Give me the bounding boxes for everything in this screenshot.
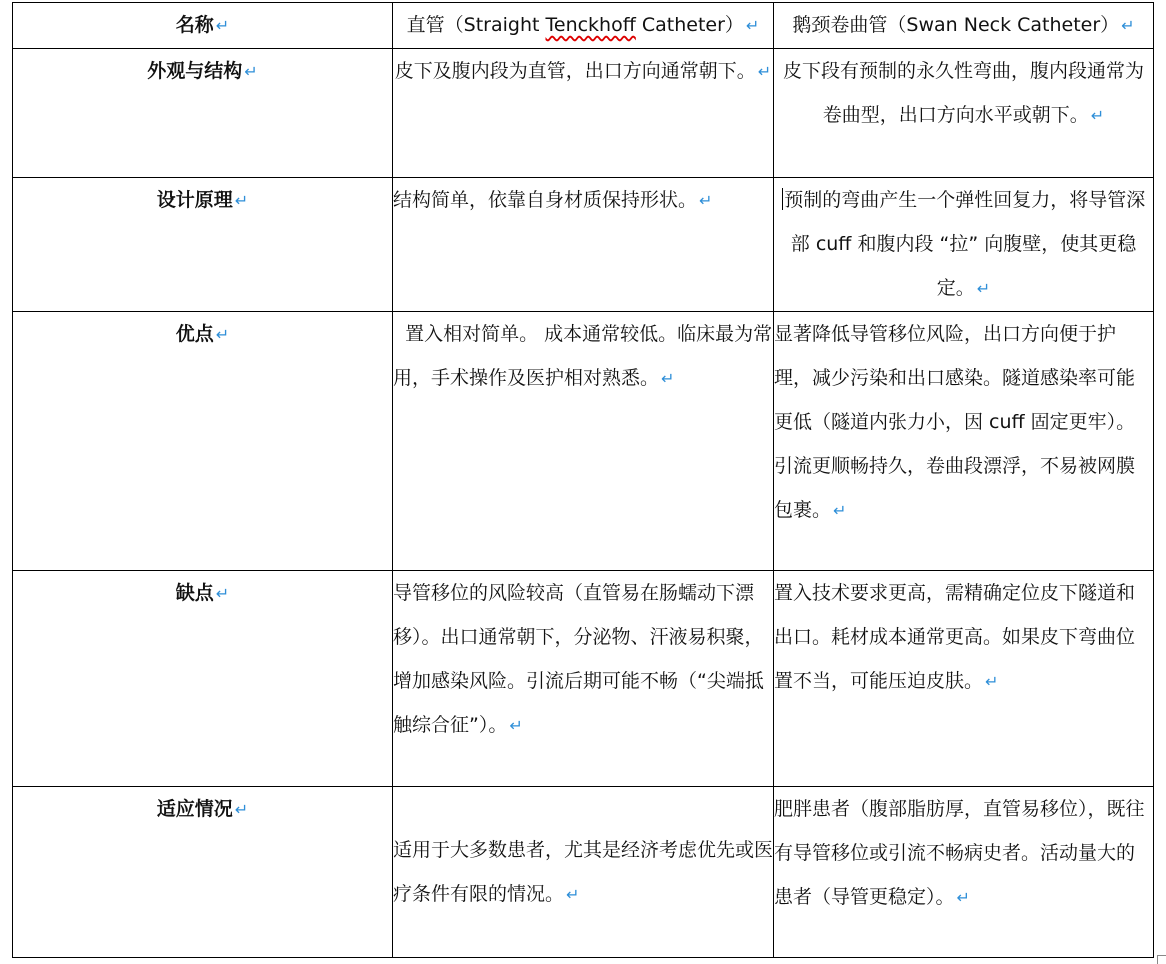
cell-text: 导管移位的风险较高（直管易在肠蠕动下漂移）。出口通常朝下，分泌物、汗液易积聚，增加感染风险。引流后期可能不畅（“尖端抵触综合征”）。 (393, 582, 764, 736)
return-mark-icon: ↵ (757, 62, 772, 81)
text-cursor (782, 188, 784, 210)
header-cell-swan[interactable] (774, 3, 1154, 49)
table-row (13, 787, 1154, 958)
return-mark-icon: ↵ (976, 279, 991, 298)
row-label-cell[interactable] (13, 312, 393, 571)
header-straight-prefix: 直管（Straight (406, 14, 546, 36)
straight-cell[interactable] (393, 787, 774, 958)
table-header-row (13, 3, 1154, 49)
cell-text: 置入技术要求更高，需精确定位皮下隧道和出口。耗材成本通常更高。如果皮下弯曲位置不当，可能压迫皮肤。 (774, 582, 1136, 692)
table-row (13, 49, 1154, 178)
straight-cell[interactable] (393, 312, 774, 571)
return-mark-icon: ↵ (566, 884, 580, 904)
page-corner-mark (1157, 955, 1166, 964)
swan-cell[interactable] (774, 178, 1154, 312)
swan-cell[interactable] (774, 312, 1154, 571)
return-mark-icon: ↵ (215, 584, 230, 603)
return-mark-icon: ↵ (1090, 106, 1105, 125)
cell-text: 显著降低导管移位风险，出口方向便于护理，减少污染和出口感染。隧道感染率可能更低（隧道内张力小，因 cuff 固定更牢）。引流更顺畅持久，卷曲段漂浮，不易被网膜包裹。 (774, 323, 1136, 521)
row-label: 外观与结构 (147, 60, 243, 82)
return-mark-icon: ↵ (1121, 16, 1135, 35)
return-mark-icon: ↵ (215, 325, 230, 344)
row-label-cell[interactable] (13, 178, 393, 312)
cell-text: 置入相对简单。 成本通常较低。临床最为常用，手术操作及医护相对熟悉。 (393, 323, 773, 389)
cell-text: 结构简单，依靠自身材质保持形状。 (393, 189, 698, 211)
table-row (13, 178, 1154, 312)
cell-text: 皮下段有预制的永久性弯曲，腹内段通常为卷曲型，出口方向水平或朝下。 (782, 60, 1144, 126)
header-cell-straight[interactable] (393, 3, 774, 49)
return-mark-icon: ↵ (985, 672, 999, 691)
swan-cell[interactable] (774, 571, 1154, 787)
row-label: 缺点 (175, 582, 214, 604)
swan-cell[interactable] (774, 787, 1154, 958)
row-label: 优点 (175, 323, 214, 345)
cell-text: 适用于大多数患者，尤其是经济考虑优先或医疗条件有限的情况。 (393, 838, 774, 905)
header-cell-name[interactable] (13, 3, 393, 49)
cell-text: 肥胖患者（腹部脂肪厚，直管易移位），既往有导管移位或引流不畅病史者。活动量大的患者（导管更稳定）。 (774, 798, 1145, 908)
row-label: 适应情况 (156, 798, 233, 820)
row-label-cell[interactable] (13, 571, 393, 787)
return-mark-icon: ↵ (699, 191, 713, 210)
straight-cell[interactable] (393, 49, 774, 178)
header-straight-suffix: Catheter） (635, 14, 744, 36)
cell-text: 预制的弯曲产生一个弹性回复力，将导管深部 cuff 和腹内段 “拉” 向腹壁，使其更稳定。 (784, 189, 1146, 299)
return-mark-icon: ↵ (509, 716, 523, 735)
table-row (13, 571, 1154, 787)
row-label-cell[interactable] (13, 49, 393, 178)
return-mark-icon: ↵ (234, 191, 249, 210)
return-mark-icon: ↵ (244, 62, 258, 81)
header-swan-text: 鹅颈卷曲管（Swan Neck Catheter） (792, 14, 1120, 36)
spellcheck-underlined-word: Tenckhoff (545, 14, 636, 36)
row-label: 设计原理 (156, 189, 233, 211)
table-row (13, 312, 1154, 571)
header-name-text: 名称 (175, 14, 214, 36)
cell-text: 皮下及腹内段为直管，出口方向通常朝下。 (394, 60, 756, 82)
row-label-cell[interactable] (13, 787, 393, 958)
return-mark-icon: ↵ (833, 501, 847, 520)
swan-cell[interactable] (774, 49, 1154, 178)
straight-cell[interactable] (393, 178, 774, 312)
return-mark-icon: ↵ (234, 800, 249, 819)
return-mark-icon: ↵ (956, 888, 970, 907)
return-mark-icon: ↵ (745, 16, 760, 35)
return-mark-icon: ↵ (215, 16, 230, 35)
catheter-comparison-table (12, 2, 1154, 958)
return-mark-icon: ↵ (661, 369, 675, 388)
straight-cell[interactable] (393, 571, 774, 787)
